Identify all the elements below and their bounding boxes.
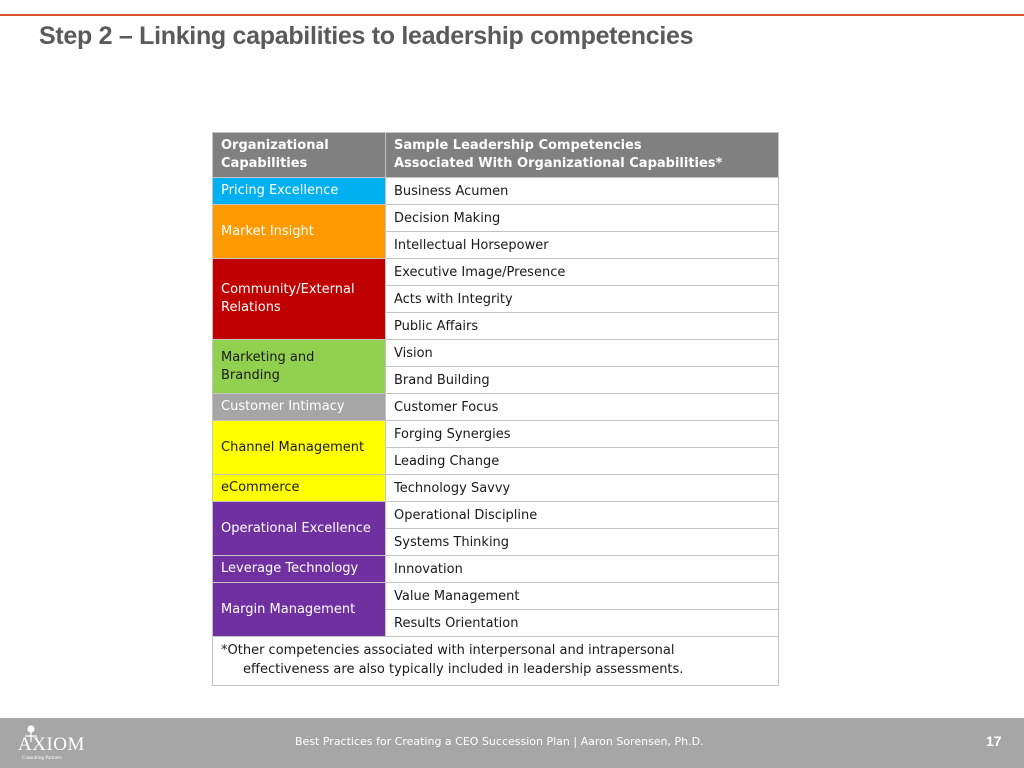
table-row — [213, 502, 779, 529]
capability-label: Market Insight — [221, 223, 314, 239]
competency-cell: Innovation — [386, 556, 779, 583]
competency-cell: Public Affairs — [386, 313, 779, 340]
table-row — [213, 583, 779, 610]
capability-label: Pricing Excellence — [221, 183, 339, 198]
competency-cell: Vision — [386, 340, 779, 367]
footnote-line1: *Other competencies associated with interpersonal and intrapersonal — [221, 643, 675, 658]
capability-label: Marketing and — [221, 349, 315, 365]
competency-cell: Executive Image/Presence — [386, 259, 779, 286]
capability-cell — [213, 421, 386, 475]
capability-label: eCommerce — [221, 480, 300, 495]
competency-cell: Intellectual Horsepower — [386, 232, 779, 259]
header-competencies-line2: Associated With Organizational Capabilities* — [394, 156, 723, 171]
slide-title: Step 2 – Linking capabilities to leadership competencies — [39, 22, 694, 50]
capability-label: Operational Excellence — [221, 520, 371, 536]
header-capabilities-line2: Capabilities — [221, 156, 308, 171]
footnote — [213, 637, 779, 686]
capability-cell — [213, 583, 386, 637]
header-capabilities-line1: Organizational — [221, 138, 329, 153]
table-row — [213, 205, 779, 232]
axiom-logo — [14, 722, 98, 764]
capability-cell — [213, 340, 386, 394]
logo-tagline: Consulting Partners — [22, 756, 62, 761]
competency-cell: Decision Making — [386, 205, 779, 232]
header-competencies — [386, 133, 779, 178]
page-number: 17 — [986, 733, 1002, 749]
capability-label: Channel Management — [221, 439, 365, 455]
competency-cell: Leading Change — [386, 448, 779, 475]
capability-cell — [213, 502, 386, 556]
table-row — [213, 178, 779, 205]
capability-label: Community/External — [221, 282, 355, 297]
competency-cell: Forging Synergies — [386, 421, 779, 448]
competency-cell: Acts with Integrity — [386, 286, 779, 313]
capability-cell — [213, 394, 386, 421]
competency-cell: Brand Building — [386, 367, 779, 394]
competency-cell: Systems Thinking — [386, 529, 779, 556]
capability-label: Relations — [221, 300, 281, 315]
capability-cell — [213, 205, 386, 259]
capability-cell — [213, 556, 386, 583]
capability-label: Branding — [221, 367, 280, 383]
table-row — [213, 421, 779, 448]
competency-cell: Technology Savvy — [386, 475, 779, 502]
title-accent-rule — [0, 14, 1024, 16]
table-row — [213, 340, 779, 367]
capability-cell — [213, 259, 386, 340]
footer-citation: Best Practices for Creating a CEO Succession Plan | Aaron Sorensen, Ph.D. — [295, 735, 704, 748]
header-capabilities — [213, 133, 386, 178]
competency-cell: Business Acumen — [386, 178, 779, 205]
competency-cell: Operational Discipline — [386, 502, 779, 529]
capability-label: Margin Management — [221, 601, 356, 617]
competency-cell: Value Management — [386, 583, 779, 610]
competency-cell: Results Orientation — [386, 610, 779, 637]
table-row — [213, 259, 779, 286]
table-body — [213, 178, 779, 637]
header-competencies-line1: Sample Leadership Competencies — [394, 138, 642, 153]
table-row — [213, 394, 779, 421]
table-row — [213, 556, 779, 583]
capability-label: Customer Intimacy — [221, 399, 345, 414]
competency-cell: Customer Focus — [386, 394, 779, 421]
table-header-row — [213, 133, 779, 178]
table-row — [213, 475, 779, 502]
logo-wordmark: AXIOM — [18, 734, 85, 755]
footnote-line2: effectiveness are also typically included in leadership assessments. — [243, 662, 684, 677]
footnote-row — [213, 637, 779, 686]
capability-cell — [213, 475, 386, 502]
capabilities-competencies-table — [212, 132, 779, 686]
capability-label: Leverage Technology — [221, 561, 359, 576]
capability-cell — [213, 178, 386, 205]
